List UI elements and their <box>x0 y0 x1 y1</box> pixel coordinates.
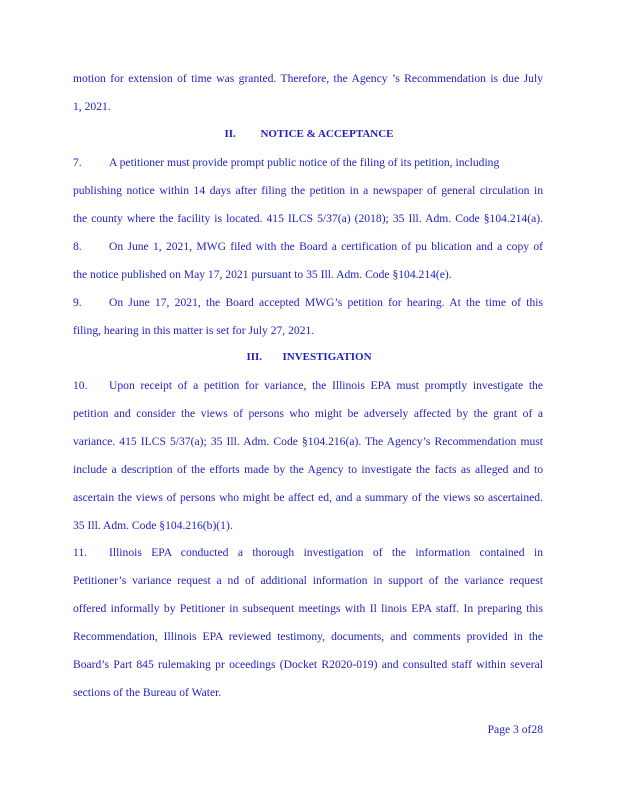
paragraph-10-line-6: 35 Ill. Adm. Code §104.216(b)(1). <box>73 519 233 532</box>
section-number: III. <box>246 351 263 363</box>
paragraph-11-line-6: sections of the Bureau of Water. <box>73 686 222 699</box>
paragraph-7-line-3: the county where the facility is located. 415 ILCS 5/37(a) (2018); 35 Ill. Adm. Code §104.214(a). <box>73 212 543 225</box>
paragraph-10-line-2: petition and consider the views of persons who might be adversely affected by the grant of a <box>73 407 543 420</box>
paragraph-10-line-3: variance. 415 ILCS 5/37(a); 35 Ill. Adm. Code §104.216(a). The Agency’s Recommendation must <box>73 435 543 448</box>
page-number: Page 3 of28 <box>487 723 543 736</box>
paragraph-10-line-5: ascertain the views of persons who might be affect ed, and a summary of the views so ascertained. <box>73 491 543 504</box>
paragraph-10-line-1: 10. Upon receipt of a petition for variance, the Illinois EPA must promptly investigate the <box>73 379 543 392</box>
paragraph-number: 7. <box>73 156 82 169</box>
paragraph-number: 10. <box>73 379 88 392</box>
paragraph-6-line-2: 1, 2021. <box>73 100 111 113</box>
paragraph-number: 11. <box>73 546 88 559</box>
section-heading-investigation <box>0 351 618 363</box>
paragraph-number: 9. <box>73 296 82 309</box>
section-number: II. <box>224 128 236 140</box>
paragraph-11-line-5: Board’s Part 845 rulemaking pr oceedings (Docket R2020-019) and consulted staff within several <box>73 658 543 671</box>
paragraph-8-line-1: 8. On June 1, 2021, MWG filed with the Board a certification of pu blication and a copy of <box>73 240 543 253</box>
section-title: NOTICE & ACCEPTANCE <box>260 128 394 140</box>
section-heading-notice <box>0 128 618 140</box>
paragraph-6-line-1: motion for extension of time was granted. Therefore, the Agency ’s Recommendation is due July <box>73 72 543 85</box>
paragraph-7-line-2: publishing notice within 14 days after filing the petition in a newspaper of general circulation in <box>73 184 543 197</box>
paragraph-11-line-4: Recommendation, Illinois EPA reviewed testimony, documents, and comments provided in the <box>73 630 543 643</box>
paragraph-11-line-1: 11. Illinois EPA conducted a thorough investigation of the information contained in <box>73 546 543 559</box>
paragraph-10-line-4: include a description of the efforts made by the Agency to investigate the facts as alleged and to <box>73 463 543 476</box>
paragraph-7-line-1: 7. A petitioner must provide prompt public notice of the filing of its petition, including <box>73 156 500 169</box>
paragraph-11-line-3: offered informally by Petitioner in subsequent meetings with Il linois EPA staff. In preparing this <box>73 602 543 615</box>
paragraph-11-line-2: Petitioner’s variance request a nd of additional information in support of the variance request <box>73 574 543 587</box>
paragraph-number: 8. <box>73 240 82 253</box>
section-title: INVESTIGATION <box>282 351 372 363</box>
paragraph-8-line-2: the notice published on May 17, 2021 pursuant to 35 Ill. Adm. Code §104.214(e). <box>73 268 452 281</box>
paragraph-9-line-2: filing, hearing in this matter is set for July 27, 2021. <box>73 324 315 337</box>
paragraph-9-line-1: 9. On June 17, 2021, the Board accepted MWG’s petition for hearing. At the time of this <box>73 296 543 309</box>
